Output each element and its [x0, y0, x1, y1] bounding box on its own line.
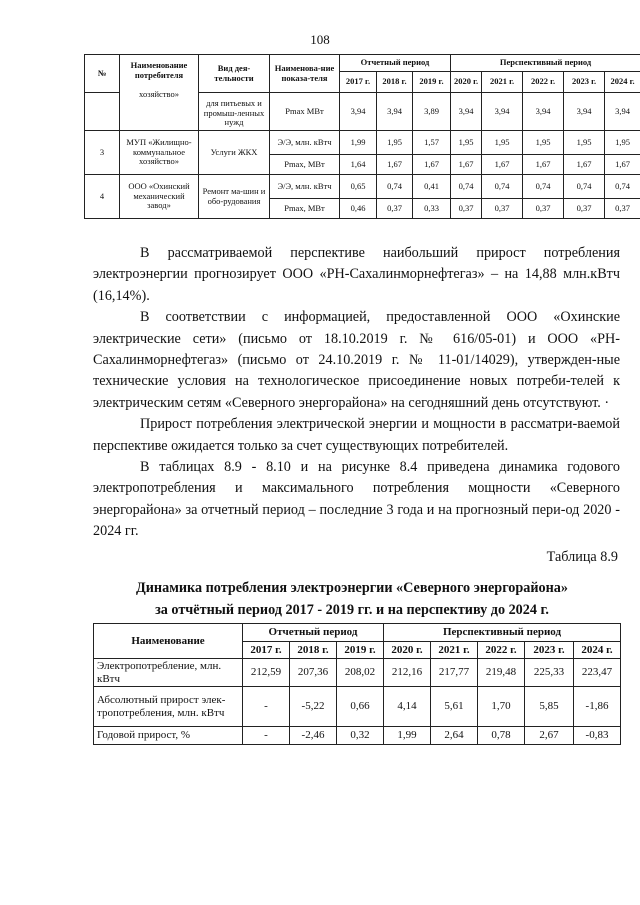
value-cell: 212,59	[243, 659, 290, 687]
indicator-cell: Pmax МВт	[270, 93, 340, 131]
value-cell: 1,67	[564, 155, 605, 175]
value-cell: 0,41	[413, 175, 451, 199]
paragraph: В таблицах 8.9 - 8.10 и на рисунке 8.4 приведена динамика годового электропотребления и максимального потребления мощности «Северного энергорайона» за отчетный период – последние 3 года и на прогнозный пери-од 2020 - 2024 гг.	[93, 459, 620, 540]
value-cell: -0,83	[574, 727, 621, 745]
value-cell: 2,67	[525, 727, 574, 745]
year-header: 2020 г.	[384, 642, 431, 659]
value-cell: 223,47	[574, 659, 621, 687]
paragraph: В рассматриваемой перспективе наибольший прирост потребления электроэнергии прогнозирует ООО «РН-Сахалинморнефтегаз» – на 14,88 млн.кВтч (16,14%).	[93, 245, 620, 304]
value-cell: 3,94	[605, 93, 640, 131]
col-name-header: Наименование	[94, 624, 243, 659]
value-cell: 1,99	[384, 727, 431, 745]
value-cell: 1,67	[523, 155, 564, 175]
value-cell: 2,64	[431, 727, 478, 745]
value-cell: 0,74	[377, 175, 413, 199]
consumer-name-cell: МУП «Жилищно-коммунальное хозяйство»	[120, 131, 199, 175]
activity-cell: Услуги ЖКХ	[199, 131, 270, 175]
value-cell: 0,74	[482, 175, 523, 199]
value-cell: 1,95	[523, 131, 564, 155]
value-cell: -5,22	[290, 687, 337, 727]
value-cell: 1,67	[413, 155, 451, 175]
value-cell: -2,46	[290, 727, 337, 745]
year-header: 2018 г.	[377, 72, 413, 93]
page-number: 108	[310, 32, 330, 47]
row-name-cell: Абсолютный прирост элек-тропотребления, млн. кВтч	[94, 687, 243, 727]
value-cell: 1,95	[482, 131, 523, 155]
paragraph: В соответствии с информацией, предоставленной ООО «Охинские электрические сети» (письмо от 18.10.2019 г. № 616/05-01) и ООО «РН-Сахалинморнефтегаз» (письмо от 24.10.2019 г. № 11-01/14029), утвержден-ные технические условия на технологическое присоединение новых потреби-телей к электрическим сетям «Северного энергорайона» на сегодняшний день отсутствуют. ·	[93, 309, 620, 411]
year-header: 2019 г.	[337, 642, 384, 659]
value-cell: 0,74	[523, 175, 564, 199]
year-header: 2023 г.	[564, 72, 605, 93]
value-cell: 1,95	[377, 131, 413, 155]
year-header: 2023 г.	[525, 642, 574, 659]
body-text	[93, 243, 620, 543]
value-cell: 225,33	[525, 659, 574, 687]
activity-cell: для питьевых и промыш-ленных нужд	[199, 93, 270, 131]
indicator-cell: Э/Э, млн. кВтч	[270, 175, 340, 199]
value-cell: 0,65	[340, 175, 377, 199]
value-cell: 3,89	[413, 93, 451, 131]
value-cell: 1,95	[564, 131, 605, 155]
value-cell: 219,48	[478, 659, 525, 687]
value-cell: 3,94	[523, 93, 564, 131]
table-label: Таблица 8.9	[546, 549, 618, 565]
value-cell: 1,67	[451, 155, 482, 175]
value-cell: 3,94	[451, 93, 482, 131]
value-cell: 0,74	[451, 175, 482, 199]
value-cell: 0,37	[564, 199, 605, 219]
row-name-cell: Годовой прирост, %	[94, 727, 243, 745]
value-cell: 5,61	[431, 687, 478, 727]
year-header: 2017 г.	[340, 72, 377, 93]
value-cell: -	[243, 687, 290, 727]
reported-period-header: Отчетный период	[243, 624, 384, 642]
year-header: 2021 г.	[431, 642, 478, 659]
row-number: 4	[85, 175, 120, 219]
value-cell: 1,57	[413, 131, 451, 155]
value-cell: 0,66	[337, 687, 384, 727]
indicator-cell: Э/Э, млн. кВтч	[270, 131, 340, 155]
value-cell: 0,74	[605, 175, 640, 199]
year-header: 2024 г.	[605, 72, 640, 93]
value-cell: 1,67	[377, 155, 413, 175]
value-cell: 0,37	[605, 199, 640, 219]
year-header: 2022 г.	[523, 72, 564, 93]
value-cell: 207,36	[290, 659, 337, 687]
activity-cell: Ремонт ма-шин и обо-рудования	[199, 175, 270, 219]
value-cell: 0,32	[337, 727, 384, 745]
value-cell: 3,94	[482, 93, 523, 131]
year-header: 2024 г.	[574, 642, 621, 659]
value-cell: 0,37	[451, 199, 482, 219]
value-cell: 3,94	[564, 93, 605, 131]
prospective-period-header: Перспективный период	[451, 55, 640, 72]
indicator-cell: Pmax, МВт	[270, 155, 340, 175]
value-cell: 0,46	[340, 199, 377, 219]
year-header: 2018 г.	[290, 642, 337, 659]
table-row	[85, 175, 640, 199]
table-row	[94, 727, 621, 745]
col-indicator-header: Наименова-ние показа-теля	[270, 55, 340, 93]
row-number: 3	[85, 131, 120, 175]
value-cell: 0,74	[564, 175, 605, 199]
value-cell: 1,70	[478, 687, 525, 727]
year-header: 2021 г.	[482, 72, 523, 93]
year-header: 2019 г.	[413, 72, 451, 93]
value-cell: 1,64	[340, 155, 377, 175]
paragraph: Прирост потребления электрической энергии и мощности в рассматри-ваемой перспективе ожидается только за счет существующих потребителей.	[93, 416, 620, 454]
table-title: Динамика потребления электроэнергии «Северного энергорайона» за отчётный период 2017 - 2019 гг. и на перспективу до 2024 г.	[135, 580, 568, 618]
table-row	[85, 131, 640, 155]
consumers-table	[84, 54, 640, 219]
indicator-cell: Pmax, МВт	[270, 199, 340, 219]
reported-period-header: Отчетный период	[340, 55, 451, 72]
col-no-header: №	[85, 55, 120, 93]
value-cell: 212,16	[384, 659, 431, 687]
value-cell: -	[243, 727, 290, 745]
table-row	[94, 687, 621, 727]
value-cell: 4,14	[384, 687, 431, 727]
value-cell: 0,37	[482, 199, 523, 219]
value-cell: 217,77	[431, 659, 478, 687]
value-cell: 208,02	[337, 659, 384, 687]
value-cell: 3,94	[377, 93, 413, 131]
value-cell: -1,86	[574, 687, 621, 727]
value-cell: 5,85	[525, 687, 574, 727]
row-name-cell: Электропотребление, млн. кВтч	[94, 659, 243, 687]
value-cell: 0,33	[413, 199, 451, 219]
prospective-period-header: Перспективный период	[384, 624, 621, 642]
value-cell: 1,95	[605, 131, 640, 155]
col-activity-header: Вид дея-тельности	[199, 55, 270, 93]
value-cell: 0,37	[377, 199, 413, 219]
consumption-dynamics-table	[93, 623, 621, 745]
year-header: 2017 г.	[243, 642, 290, 659]
value-cell: 0,78	[478, 727, 525, 745]
value-cell: 1,67	[482, 155, 523, 175]
value-cell: 1,99	[340, 131, 377, 155]
table-row	[94, 659, 621, 687]
col-name-header: Наименование потребителя хозяйство»	[120, 55, 199, 131]
year-header: 2020 г.	[451, 72, 482, 93]
value-cell: 0,37	[523, 199, 564, 219]
value-cell: 1,95	[451, 131, 482, 155]
value-cell: 3,94	[340, 93, 377, 131]
consumer-name-cell: ООО «Охинский механический завод»	[120, 175, 199, 219]
year-header: 2022 г.	[478, 642, 525, 659]
value-cell: 1,67	[605, 155, 640, 175]
